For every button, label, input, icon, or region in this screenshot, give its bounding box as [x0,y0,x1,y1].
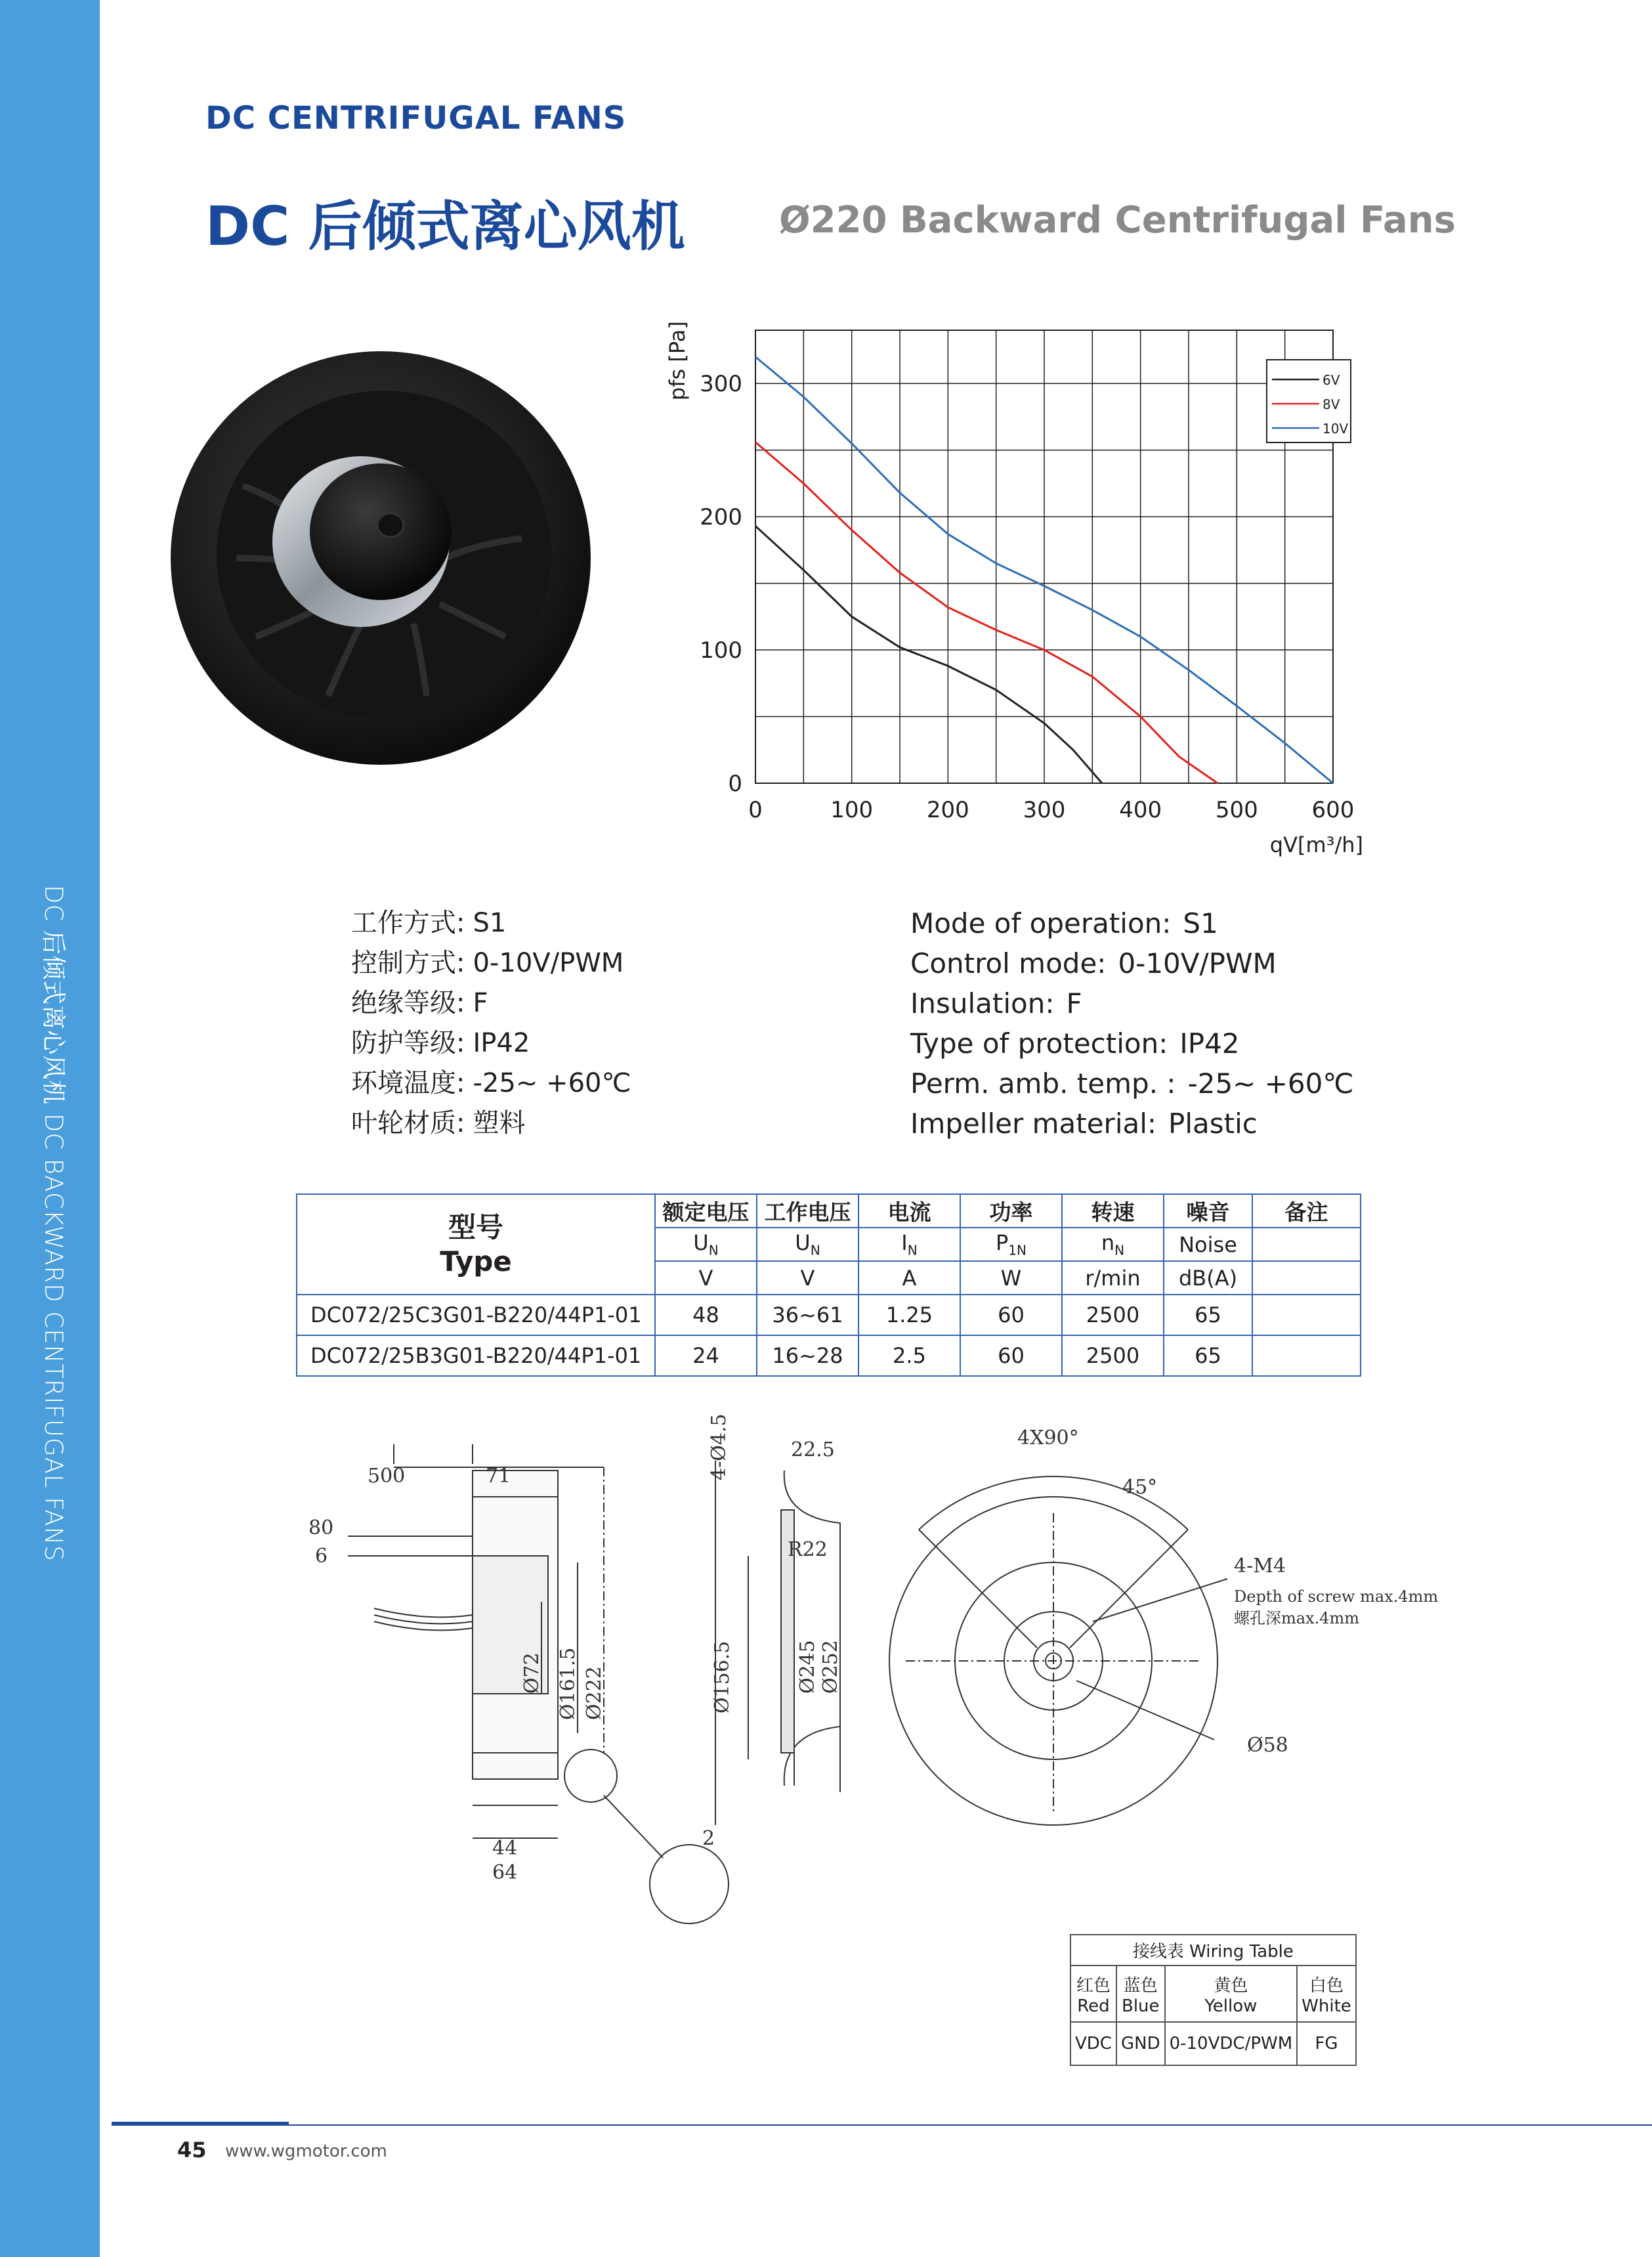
table-cell: 36~61 [757,1295,858,1335]
spec-row [910,983,1354,1023]
table-cell: 65 [1164,1335,1252,1376]
spec-label: Impeller material: [910,1107,1157,1140]
wiring-function-cell: FG [1297,2022,1356,2065]
table-unit-cell [1252,1261,1361,1295]
spec-row [910,943,1354,983]
spec-row [910,903,1354,943]
dim-58: Ø58 [1247,1734,1288,1757]
page-title-cn: DC 后倾式离心风机 [205,196,685,258]
wiring-color-cell [1165,1966,1298,2022]
chart-legend [1267,360,1351,442]
dim-500: 500 [368,1465,406,1488]
table-cell: 24 [655,1335,757,1376]
dim-72: Ø72 [520,1652,543,1694]
table-cell: 16~28 [757,1335,858,1376]
spec-row [910,1104,1354,1144]
wiring-title: 接线表 Wiring Table [1070,1935,1356,1966]
spec-label: Mode of operation: [910,907,1172,939]
dim-45: 45° [1122,1476,1158,1499]
dim-m4: 4-M4 [1234,1555,1286,1578]
spec-row [351,983,631,1023]
table-cell: 2.5 [858,1335,960,1376]
model-table [296,1193,1361,1377]
symbol-subscript: 1N [1008,1242,1027,1258]
website-url: www.wgmotor.com [225,2141,387,2161]
symbol-subscript: N [907,1242,918,1258]
table-cell: 65 [1164,1295,1252,1335]
spec-label: Control mode: [910,947,1107,979]
table-cell [1252,1295,1361,1335]
type-header-cell [297,1194,655,1295]
dim-161: Ø161.5 [557,1647,580,1720]
table-symbol-cell: $U_N$ [655,1228,757,1261]
footer-rule [112,2124,1652,2126]
wiring-color-cell [1116,1966,1165,2022]
y-tick-label: 300 [700,371,742,398]
wiring-color-cell [1070,1966,1116,2022]
wire-color-cn: 蓝色 [1123,1975,1158,1996]
specs-en [910,903,1354,1144]
dim-22-5: 22.5 [791,1438,835,1461]
sidebar-vertical-text: DC 后倾式离心风机 DC BACKWARD CENTRIFUGAL FANS [39,885,68,1562]
spec-value: -25~ +60℃ [1187,1067,1354,1100]
symbol-subscript: N [1114,1242,1125,1258]
wire-color-en: Blue [1122,1996,1160,2016]
wiring-function-cell: GND [1116,2022,1165,2065]
wiring-table [1070,1934,1357,2066]
table-header-cell: 电流 [858,1194,960,1228]
spec-row [910,1023,1354,1064]
table-symbol-cell [1252,1228,1361,1261]
table-header-cell: 转速 [1062,1194,1164,1228]
dim-71: 71 [486,1465,511,1488]
dim-44: 44 [492,1837,518,1860]
table-header-cell: 工作电压 [757,1194,858,1228]
x-tick-label: 500 [1215,797,1258,823]
spec-value: S1 [473,908,507,938]
section-title: DC CENTRIFUGAL FANS [205,100,627,137]
legend-label: 10V [1323,421,1349,437]
x-axis-label: qV[m³/h] [1269,832,1363,857]
table-symbol-cell: $U_N$ [757,1228,858,1261]
page-number: 45 [177,2138,207,2162]
dim-4-phi: 4-Ø4.5 [708,1413,731,1480]
performance-chart [643,309,1391,867]
fan-product-image [164,341,597,775]
spec-row [351,1023,631,1064]
spec-value: 0-10V/PWM [1118,947,1277,979]
symbol-subscript: N [810,1242,820,1258]
table-symbol-cell: $I_N$ [858,1228,960,1261]
spec-value: F [473,988,488,1018]
technical-drawings [295,1405,1451,1930]
spec-label: Insulation: [910,987,1055,1020]
symbol-subscript: N [708,1242,719,1258]
spec-label: Perm. amb. temp. : [910,1067,1176,1100]
spec-label: 防护等级: [351,1028,465,1058]
dim-2: 2 [702,1827,715,1850]
dim-80: 80 [308,1516,334,1539]
dim-64: 64 [492,1861,518,1884]
legend-label: 6V [1323,372,1340,388]
x-tick-label: 100 [830,797,874,823]
table-cell: 2500 [1062,1335,1164,1376]
x-tick-label: 400 [1119,797,1162,823]
wiring-function-cell: 0-10VDC/PWM [1165,2022,1298,2065]
y-tick-label: 100 [700,637,742,664]
dim-4x90: 4X90° [1017,1427,1079,1450]
spec-label: 环境温度: [351,1068,465,1098]
specs-cn [351,903,631,1144]
wire-color-cn: 白色 [1309,1975,1344,1996]
y-axis-label: pfs [Pa] [665,321,690,400]
table-row [297,1335,1361,1376]
spec-value: IP42 [1179,1027,1240,1060]
x-tick-label: 200 [926,797,969,823]
model-cell: DC072/25C3G01-B220/44P1-01 [297,1295,655,1335]
spec-value: F [1066,987,1082,1020]
table-cell [1252,1335,1361,1376]
table-cell: 48 [655,1295,757,1335]
x-tick-label: 0 [748,797,763,823]
table-unit-cell: V [655,1261,757,1295]
table-header-cell: 额定电压 [655,1194,757,1228]
series-line-6V [755,526,1102,783]
table-header-cell: 备注 [1252,1194,1361,1228]
x-tick-label: 300 [1023,797,1066,823]
dim-245: Ø245 [796,1640,819,1694]
model-cell: DC072/25B3G01-B220/44P1-01 [297,1335,655,1376]
spec-row [351,943,631,983]
wire-color-cn: 黄色 [1214,1975,1248,1996]
page-title-en: Ø220 Backward Centrifugal Fans [779,199,1456,242]
spec-label: 控制方式: [351,948,465,978]
spec-label: 工作方式: [351,908,465,938]
table-cell: 60 [960,1335,1062,1376]
spec-label: 绝缘等级: [351,988,465,1018]
y-tick-label: 200 [700,504,742,531]
spec-value: -25~ +60℃ [473,1068,631,1098]
table-unit-cell: V [757,1261,858,1295]
table-header-row [297,1194,1361,1228]
table-unit-cell: dB(A) [1164,1261,1252,1295]
spec-value: Plastic [1168,1107,1258,1140]
wire-color-en: Yellow [1204,1996,1258,2016]
x-tick-label: 600 [1311,797,1355,823]
type-header-cn: 型号 [448,1211,503,1243]
table-header-cell: 噪音 [1164,1194,1252,1228]
wiring-function-cell: VDC [1070,2022,1116,2065]
table-symbol-cell: Noise [1164,1228,1252,1261]
front-view [889,1476,1227,1825]
table-row [297,1295,1361,1335]
wire-color-en: Red [1077,1996,1110,2016]
type-header-en: Type [440,1245,512,1278]
table-cell: 2500 [1062,1295,1164,1335]
table-cell: 1.25 [858,1295,960,1335]
dim-r22: R22 [788,1538,828,1561]
table-symbol-cell: $n_N$ [1062,1228,1164,1261]
screw-depth-cn: 螺孔深max.4mm [1234,1609,1360,1627]
spec-row [351,903,631,943]
table-unit-cell: W [960,1261,1062,1295]
wire-color-en: White [1302,1996,1351,2016]
spec-row [351,1064,631,1104]
legend-label: 8V [1323,397,1340,412]
table-unit-cell: r/min [1062,1261,1164,1295]
table-header-cell: 功率 [960,1194,1062,1228]
table-cell: 60 [960,1295,1062,1335]
table-symbol-cell: $P_{1N}$ [960,1228,1062,1261]
screw-depth-en: Depth of screw max.4mm [1234,1587,1439,1606]
spec-value: 塑料 [473,1108,526,1138]
spec-value: S1 [1183,907,1218,939]
dim-252: Ø252 [819,1640,842,1694]
chart-axes [665,321,1363,857]
wiring-color-cell [1297,1966,1356,2022]
spec-label: Type of protection: [910,1027,1168,1060]
dim-222: Ø222 [583,1666,606,1720]
table-unit-cell: A [858,1261,960,1295]
dim-156: Ø156.5 [711,1641,734,1713]
spec-row [910,1064,1354,1104]
chart-grid [755,330,1333,783]
spec-value: IP42 [473,1028,530,1058]
wire-color-cn: 红色 [1076,1975,1111,1996]
spec-label: 叶轮材质: [351,1108,465,1138]
series-line-8V [755,442,1218,784]
dim-6: 6 [315,1545,328,1568]
spec-row [351,1104,631,1144]
y-tick-label: 0 [728,771,742,797]
spec-value: 0-10V/PWM [473,948,624,978]
